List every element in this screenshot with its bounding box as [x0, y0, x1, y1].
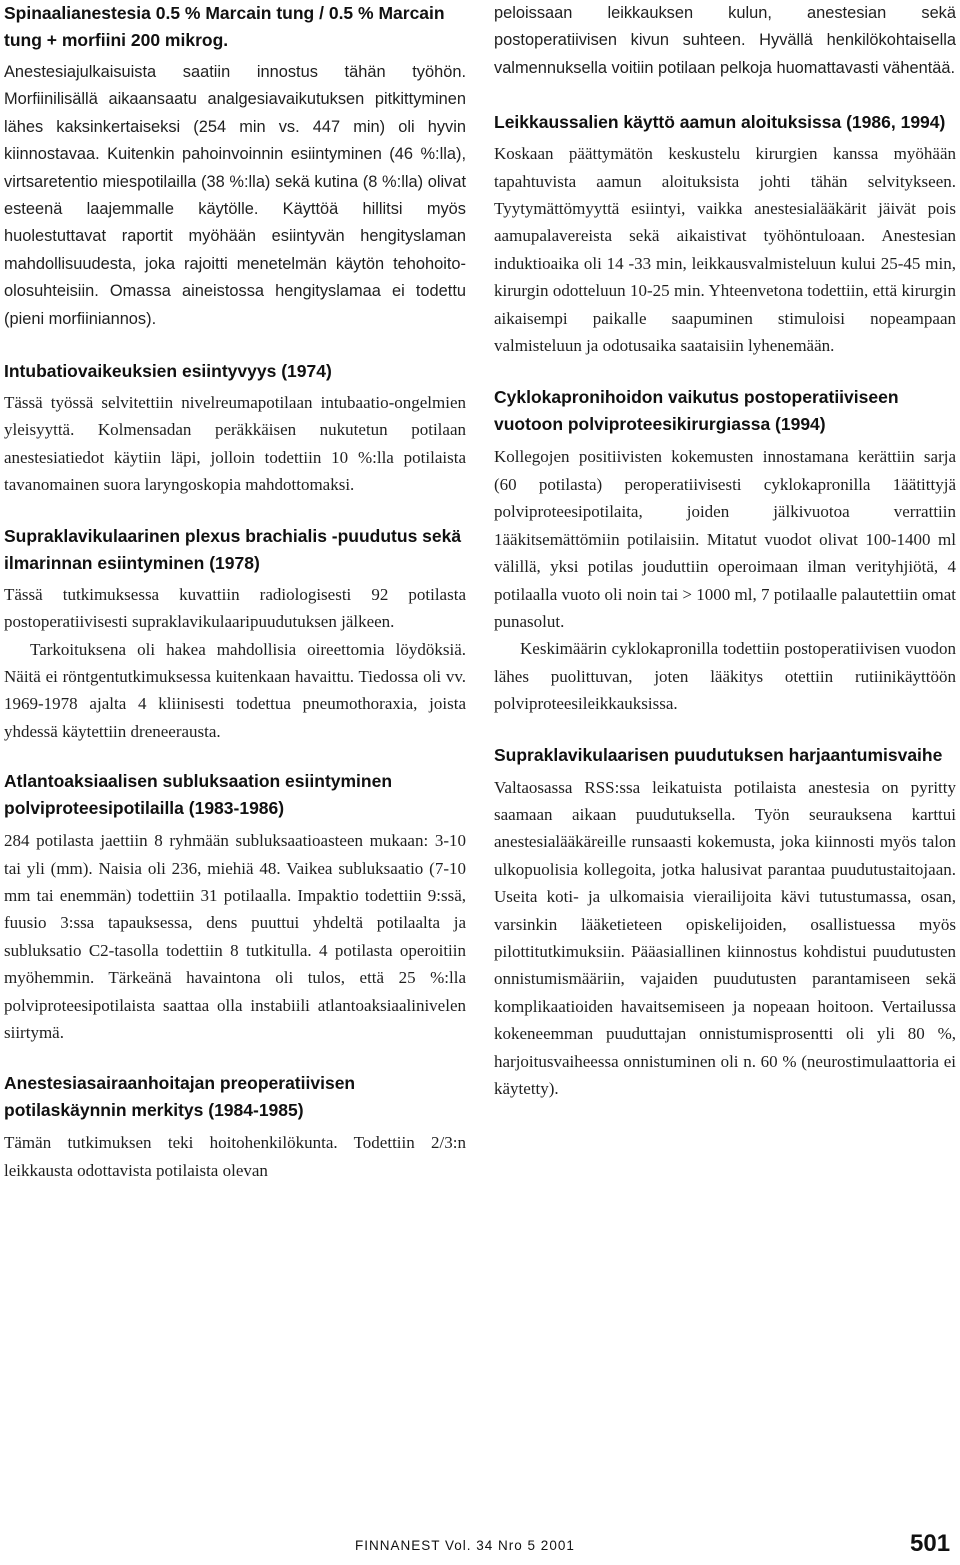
- section-paragraph: Koskaan päättymätön keskustelu kirurgien kanssa myöhään tapahtuvista aamun aloituksista johti tähän selvitykseen. Tyytymättömyyttä esiintyi, vaikka anestesialääkärit jäivät pois aamupalavereista sekä aikaistivat työhöntuloaan. Anestesian induktioaika oli 14 -33 min, leikkausvalmisteluun kului 25-45 min, kirurgin odotteluun 10-25 min. Yhteenvetona todettiin, että kirurgin aikaisempi paikalle saapuminen stimuloisi nopeampaan valmisteluun ja odotusaika saataisiin lyhenemään.: [494, 144, 956, 356]
- section-heading: Spinaalianestesia 0.5 % Marcain tung / 0.5 % Marcain tung + morfiini 200 mikrog.: [4, 3, 445, 50]
- section-atlantoaksiaalinen-subluksaatio: [4, 768, 466, 1046]
- section-supraklavikulaarinen-plexus: [4, 523, 466, 745]
- section-heading: Leikkaussalien käyttö aamun aloituksissa (1986, 1994): [494, 112, 946, 133]
- section-intubatiovaikeudet: [4, 358, 466, 499]
- section-heading: Cyklokapronihoidon vaikutus postoperatiiviseen vuotoon polviproteesikirurgiassa (1994): [494, 387, 899, 435]
- right-column: [494, 0, 956, 1102]
- section-paragraph: Tämän tutkimuksen teki hoitohenkilökunta. Todettiin 2/3:n leikkausta odottavista potilaista olevan: [4, 1133, 466, 1180]
- section-heading: Anestesiasairaanhoitajan preoperatiivisen potilaskäynnin merkitys (1984-1985): [4, 1073, 356, 1121]
- section-paragraph: Kollegojen positiivisten kokemusten innostamana kerättiin sarja (60 potilasta) peroperatiivisesti cyklokapronilla 1äätittyjä polviproteesipotilaita, joiden jälkivuotoa verrattiin 1ääkitsemättömiin potilaisiin. Mitatut vuodot olivat 100-1400 ml välillä, yksi potilas jouduttiin operoimaan ilman verityhjiötä, 4 potilaalla vuoto oli noin tai > 1000 ml, 7 potilaalle palautettiin omat punasolut.: [494, 447, 956, 631]
- section-heading: Intubatiovaikeuksien esiintyvyys (1974): [4, 361, 332, 382]
- page-number: 501: [910, 1530, 951, 1557]
- section-paragraph: Anestesiajulkaisuista saatiin innostus tähän työhön. Morfiinilisällä aikaansaatu analgesiavaikutuksen pitkittyminen lähes kaksinkertaiseksi (254 min vs. 447 min) oli hyvin kiinnostavaa. Kuitenkin pahoinvoinnin esiintyminen (46 %:lla), virtsaretentio miespotilailla (38 %:lla) sekä kutina (8 %:lla) olivat esteenä laajemmalle käytölle. Käyttöä hillitsi myös huolestuttavat raportit myöhään esiintyvän hengityslaman mahdollisuudesta, joka rajoitti menetelmän käytön tehohoito-olosuhteisiin. Omassa aineistossa hengityslamaa ei todettu (pieni morfiiniannos).: [4, 63, 466, 328]
- section-paragraph: 284 potilasta jaettiin 8 ryhmään subluksaatioasteen mukaan: 3-10 tai yli (mm). Naisia oli 236, miehiä 48. Vaikea subluksaatio (7-10 mm tai enemmän) todettiin 31 potilaalla. Impaktio todettiin 9:ssä, fuusio 3:ssa tapauksessa, dens puuttui yhdeltä potilaalta ja subluksatio C2-tasolla todettiin 8 tutkitulla. 4 potilasta operoitiin myöhemmin. Tärkeänä havaintona oli tulos, että 25 %:lla polviproteesipotilaista saattaa olla instabiili atlantoaksiaalinivelen siirtymä.: [4, 831, 466, 1042]
- section-heading: Atlantoaksiaalisen subluksaation esiintyminen polviproteesipotilailla (1983-1986): [4, 771, 393, 819]
- section-paragraph: Tarkoituksena oli hakea mahdollisia oireettomia löydöksiä. Näitä ei röntgentutkimuksessa kuitenkaan havaittu. Tiedossa oli vv. 1969-1978 ajalta 4 kliinisesti todettua pneumothoraxia, joista yhdessä käytettiin dreneerausta.: [4, 639, 466, 741]
- section-heading: Supraklavikulaarinen plexus brachialis -puudutus sekä ilmarinnan esiintyminen (1978): [4, 525, 462, 573]
- section-paragraph: Tässä työssä selvitettiin nivelreumapotilaan intubaatio-ongelmien yleisyyttä. Kolmensadan peräkkäisen nukutetun potilaan anestesiatiedot käytiin läpi, jolloin todettiin 10 %:lla potilaista tavanomainen suora laryngoskopia mahdottomaksi.: [4, 393, 466, 495]
- section-paragraph: Tässä tutkimuksessa kuvattiin radiologisesti 92 potilasta postoperatiivisesti supraklavikulaaripuudutuksen jälkeen.: [4, 584, 466, 632]
- journal-footer: FINNANEST Vol. 34 Nro 5 2001: [355, 1538, 575, 1553]
- section-heading: Supraklavikulaarisen puudutuksen harjaantumisvaihe: [494, 744, 943, 765]
- section-spinaalianestesia: [4, 0, 466, 333]
- continuation-paragraph: peloissaan leikkauksen kulun, anestesian sekä postoperatiivisen kivun suhteen. Hyvällä henkilökohtaisella valmennuksella voitiin potilaan pelkoja huomattavasti vähentää.: [494, 4, 956, 77]
- section-paragraph: Keskimäärin cyklokapronilla todettiin postoperatiivisen vuodon lähes puolittuvan, joten lääkitys otettiin rutiinikäyttöön polviproteesileikkauksissa.: [494, 639, 956, 714]
- section-cyklokapronihoito: [494, 384, 956, 717]
- section-preoperatiivinen-kaynti: [4, 1070, 466, 1184]
- section-paragraph: Valtaosassa RSS:ssa leikatuista potilaista anestesia on pyritty saamaan aikaan puudutuksella. Työn seurauksena karttui anestesialääkäreille runsaasti kokemusta, joka kiinnosti myös talon ulkopuolisia kollegoita, jotka halusivat parantaa puudutustaitojaan. Useita koti- ja ulkomaisia vierailijoita kävi tutustumassa, osan, varsinkin lääketieteen opiskelijoiden, osallistuessa myös pilottitutkimuksiin. Pääasiallinen kiinnostus kohdistui puudutusten onnistumismääriin, vajaiden puudutusten parantamiseen sekä komplikaatioiden havaitsemiseen ja nopeaan hoitoon. Vertailussa kokeneemman puuduttajan onnistumisprosentti oli yli 80 %, harjoitusvaiheessa onnistuminen oli n. 60 % (neurostimulaattoria ei käytetty).: [494, 777, 956, 1098]
- section-leikkaussalien-kaytto: [494, 109, 956, 359]
- left-column: [4, 0, 466, 1184]
- section-harjaantumisvaihe: [494, 742, 956, 1103]
